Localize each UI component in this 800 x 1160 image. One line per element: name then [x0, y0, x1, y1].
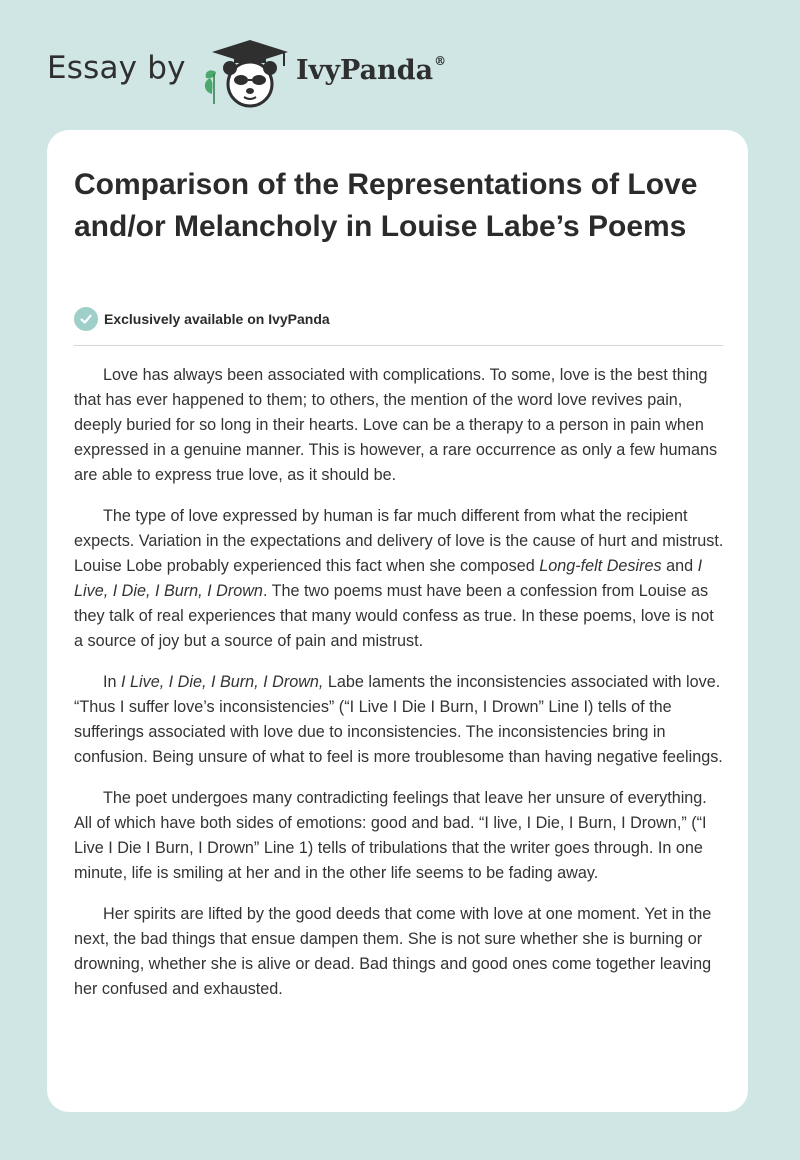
- paragraph: [74, 670, 726, 770]
- badge-label: Exclusively available on IvyPanda: [104, 311, 330, 327]
- article-title: Comparison of the Representations of Love and/or Melancholy in Louise Labe’s Poems: [74, 168, 698, 243]
- paragraph-text: The poet undergoes many contradicting feelings that leave her unsure of everything. All of which have both sides of emotions: good and bad. “I live, I Die, I Burn, I Drown,” (“I Live I Die I Burn, I Drown” Line 1) tells of tribulations that the writer goes through. In one minute, life is smiling at her and in the other life seems to be fading away.: [74, 789, 707, 882]
- paragraph-text: The type of love expressed by human is far much different from what the recipient expects. Variation in the expectations and delivery of love is the cause of hurt and mistrust. Louise Lobe probably experienced this fact when she composed: [74, 507, 724, 575]
- paragraph-text: Her spirits are lifted by the good deeds that come with love at one moment. Yet in the next, the bad things that ensue dampen them. She is not sure whether she is burning or drowning, whether she is alive or dead. Bad things and good ones come together leaving her confused and exhausted.: [74, 905, 712, 998]
- site-header: [0, 0, 800, 130]
- registered-mark: ®: [434, 54, 447, 68]
- paragraph-text: . The two poems must have been a confession from Louise as they talk of real experiences that many would confess as true. In these poems, love is not a source of joy but a source of pain and mistrust.: [74, 582, 714, 650]
- poem-title: Long-felt Desires: [539, 557, 662, 575]
- paragraph: [74, 786, 726, 886]
- article-body: [74, 363, 726, 1018]
- article-card: [47, 130, 748, 1112]
- paragraph-text: Labe laments the inconsistencies associated with love. “Thus I suffer love’s inconsistencies” (“I Live I Die I Burn, I Drown” Line I) tells of the sufferings associated with love due to inconsistencies. The inconsistencies bring in confusion. Being unsure of what to feel is more troublesome than having negative feelings.: [74, 673, 723, 766]
- poem-title: I Live, I Die, I Burn, I Drown: [74, 557, 703, 600]
- divider: [74, 345, 723, 346]
- essay-by-label: Essay by: [47, 50, 186, 86]
- paragraph: [74, 363, 726, 488]
- availability-badge: [74, 306, 330, 332]
- paragraph-text: and: [661, 557, 698, 575]
- leaf-icon: [205, 70, 216, 104]
- paragraph-text: In: [103, 673, 121, 691]
- check-icon: [74, 307, 98, 331]
- panda-logo-icon[interactable]: [200, 38, 296, 110]
- paragraph: [74, 902, 726, 1002]
- brand-name[interactable]: [296, 54, 446, 86]
- poem-title: I Live, I Die, I Burn, I Drown,: [121, 673, 324, 691]
- brand-label: IvyPanda: [296, 55, 434, 86]
- paragraph-text: Love has always been associated with complications. To some, love is the best thing that has ever happened to them; to others, the mention of the word love revives pain, deeply buried for so long in their hearts. Love can be a therapy to a person in pain when expressed in a genuine manner. This is however, a rare occurrence as only a few humans are able to express true love, as it should be.: [74, 366, 718, 484]
- paragraph: [74, 504, 726, 654]
